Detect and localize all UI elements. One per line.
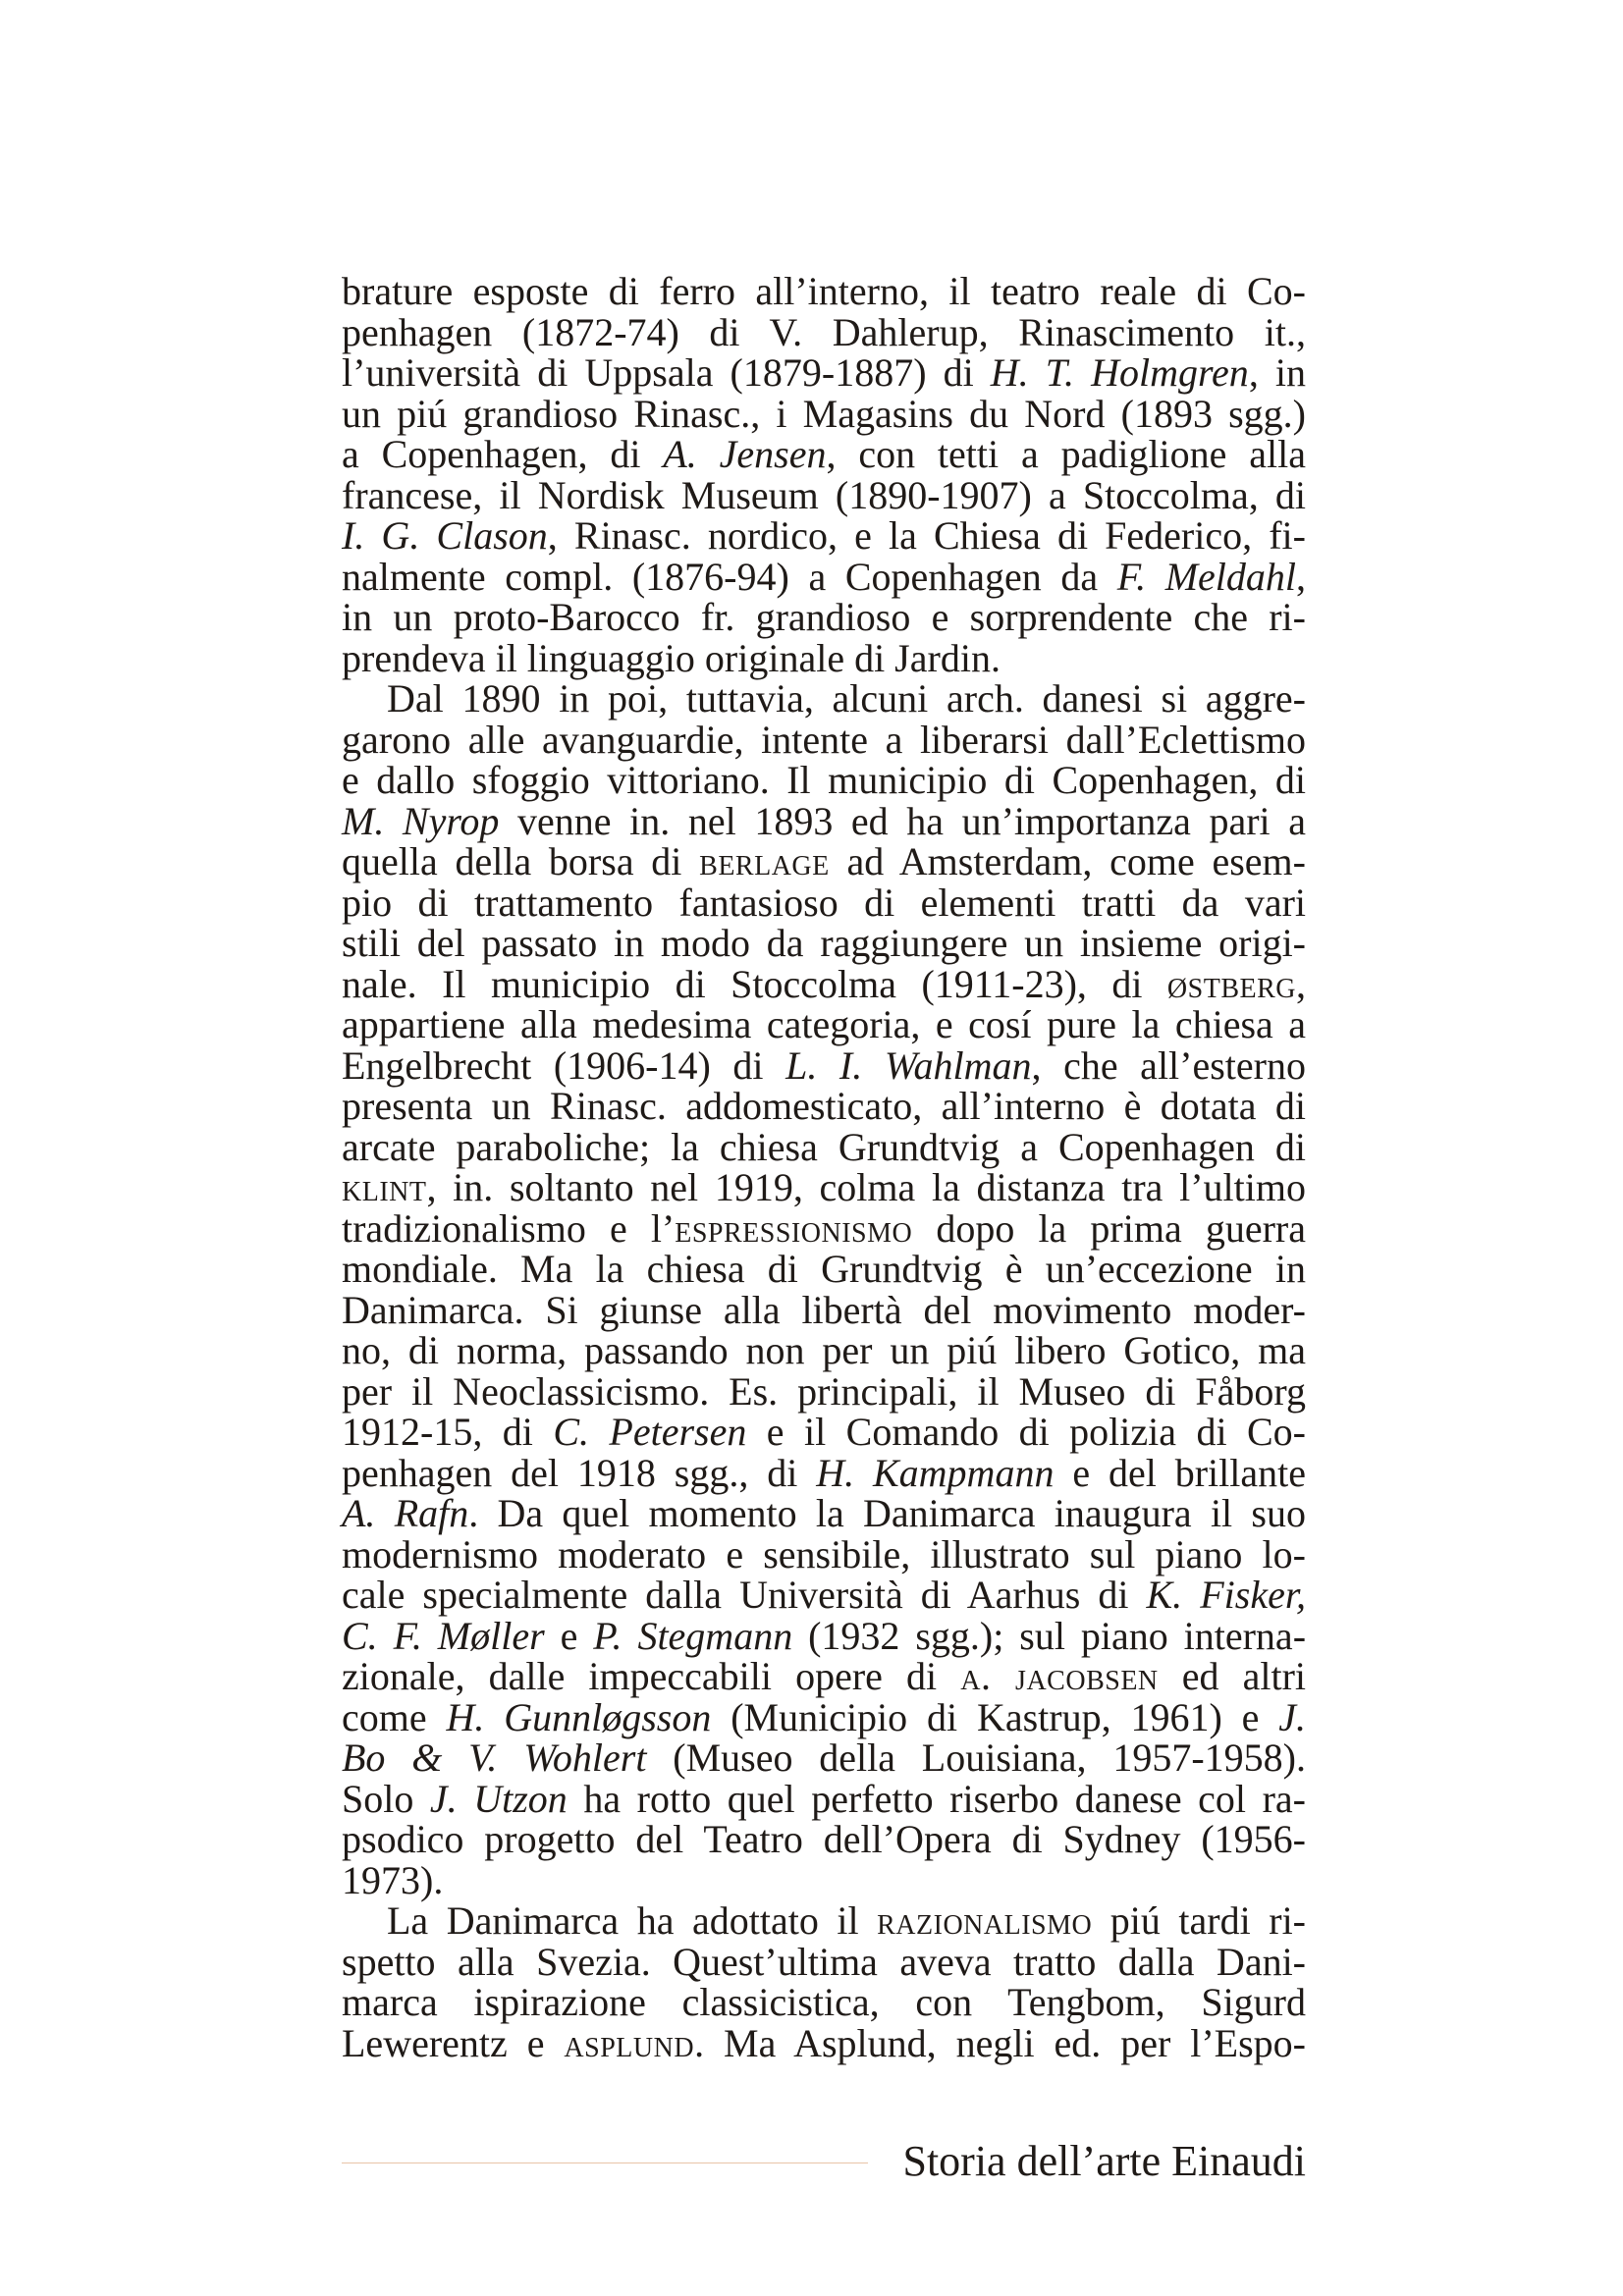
text-line <box>342 760 1306 801</box>
italic-name: K. Fisker, <box>1146 1573 1306 1617</box>
text-run: in un proto-Barocco fr. grandioso e sorprendente che ri- <box>342 595 1306 639</box>
text-run: (1932 sgg.); sul piano interna- <box>792 1613 1307 1658</box>
italic-name: I. G. Clason <box>342 513 548 558</box>
text-line <box>342 1287 1306 1332</box>
italic-name: A. Jensen <box>663 432 827 476</box>
text-run: a Copenhagen, di <box>342 432 664 476</box>
text-run: prendeva il linguaggio originale di Jardin. <box>342 635 1001 680</box>
text-run: 1973). <box>342 1857 444 1902</box>
italic-name: Bo & V. Wohlert <box>342 1735 647 1780</box>
text-line <box>342 1857 1306 1902</box>
text-run: psodico progetto del Teatro dell’Opera di Sydney (1956- <box>342 1817 1306 1861</box>
text-line <box>342 597 1306 638</box>
text-run: Solo <box>342 1776 430 1821</box>
text-run: Engelbrecht (1906-14) di <box>342 1042 786 1088</box>
text-run: , <box>1296 961 1306 1006</box>
text-run: l’università di Uppsala (1879-1887) di <box>342 350 991 395</box>
italic-name: J. Utzon <box>429 1776 568 1821</box>
text-line <box>342 1575 1306 1616</box>
small-caps-ref: klint <box>342 1165 427 1209</box>
text-run: cale specialmente dalla Università di Aarhus di <box>342 1573 1147 1617</box>
text-line <box>342 472 1306 517</box>
text-run: zionale, dalle impeccabili opere di <box>342 1654 961 1698</box>
italic-name: L. I. Wahlman <box>785 1042 1032 1088</box>
text-line <box>342 1042 1306 1088</box>
text-line <box>342 798 1306 843</box>
text-run: stili del passato in modo da raggiungere un insieme origi- <box>342 921 1306 965</box>
text-run: spetto alla Svezia. Quest’ultima aveva tratto dalla Dani- <box>342 1939 1306 1984</box>
text-run: (Museo della Louisiana, 1957-1958). <box>646 1735 1306 1780</box>
text-line <box>342 554 1307 599</box>
text-run: ad Amsterdam, come esem- <box>829 839 1306 883</box>
text-line <box>342 1776 1306 1821</box>
text-line <box>342 391 1306 436</box>
text-run: Dal 1890 in poi, tuttavia, alcuni arch. danesi si aggre- <box>387 676 1306 721</box>
text-run: per il Neoclassicismo. Es. principali, il Museo di Fåborg <box>342 1368 1306 1414</box>
text-run: , con tetti a padiglione alla <box>826 432 1307 476</box>
text-line <box>342 1086 1306 1127</box>
text-run: , che all’esterno <box>1031 1042 1306 1088</box>
text-line <box>342 2020 1306 2065</box>
text-run: arcate paraboliche; la chiesa Grundtvig a Copenhagen di <box>342 1124 1306 1169</box>
text-line <box>342 1694 1306 1739</box>
small-caps-ref: østberg <box>1166 961 1296 1006</box>
italic-name: A. Rafn <box>342 1491 469 1535</box>
small-caps-ref: razionalismo <box>877 1898 1093 1943</box>
text-line <box>342 1004 1306 1045</box>
text-line <box>342 678 1306 720</box>
text-line <box>342 1939 1306 1984</box>
text-line <box>342 1330 1306 1371</box>
text-run: ha rotto quel perfetto riserbo danese col ra- <box>567 1776 1306 1821</box>
text-line <box>342 882 1306 924</box>
text-line <box>342 434 1306 475</box>
text-run: La Danimarca ha adottato il <box>387 1898 878 1943</box>
text-run: tradizionalismo e l’ <box>342 1205 676 1251</box>
text-line <box>342 1205 1306 1251</box>
text-line <box>342 841 1306 882</box>
italic-name: F. Meldahl <box>1116 554 1297 599</box>
text-run: appartiene alla medesima categoria, e cosí pure la chiesa a <box>342 1002 1306 1046</box>
text-run: nalmente compl. (1876-94) a Copenhagen da <box>342 554 1117 599</box>
text-run: un piú grandioso Rinasc., i Magasins du Nord (1893 sgg.) <box>342 391 1306 436</box>
italic-name: C. F. Møller <box>342 1613 545 1658</box>
italic-name: H. T. Holmgren <box>990 350 1249 395</box>
text-line <box>342 635 1306 680</box>
text-run: e il Comando di polizia di Co- <box>746 1410 1307 1454</box>
text-run: venne in. nel 1893 ed ha un’importanza pari a <box>499 798 1306 843</box>
text-run: penhagen del 1918 sgg., di <box>342 1450 817 1495</box>
body-text <box>342 271 1306 2063</box>
text-line <box>342 352 1306 394</box>
text-line <box>342 1493 1306 1534</box>
text-line <box>342 515 1306 557</box>
text-run: (Municipio di Kastrup, 1961) e <box>711 1694 1279 1739</box>
text-line <box>342 1656 1306 1697</box>
small-caps-ref: berlage <box>699 839 830 883</box>
text-run: 1912-15, di <box>342 1410 554 1454</box>
text-line <box>342 1412 1306 1453</box>
text-run: . Da quel momento la Danimarca inaugura il suo <box>468 1491 1306 1535</box>
text-line <box>342 1167 1306 1208</box>
text-line <box>342 717 1306 762</box>
italic-name: P. Stegmann <box>593 1613 793 1658</box>
text-run: e del brillante <box>1054 1450 1307 1495</box>
italic-name: J. <box>1278 1694 1306 1739</box>
text-run: ed altri <box>1158 1654 1306 1698</box>
text-run: dopo la prima guerra <box>912 1205 1306 1251</box>
text-run: come <box>342 1694 447 1739</box>
text-run: modernismo moderato e sensibile, illustrato sul piano lo- <box>342 1531 1306 1576</box>
text-run: mondiale. Ma la chiesa di Grundtvig è un’eccezione in <box>342 1247 1306 1291</box>
text-run: e <box>544 1613 594 1658</box>
text-run: , in. soltanto nel 1919, colma la distanza tra l’ultimo <box>426 1165 1306 1209</box>
small-caps-ref: a. jacobsen <box>960 1654 1159 1698</box>
text-line <box>342 309 1306 354</box>
text-run: , Rinasc. nordico, e la Chiesa di Federico, fi- <box>547 513 1306 558</box>
text-line <box>342 961 1306 1006</box>
text-line <box>342 1531 1306 1576</box>
text-run: francese, il Nordisk Museum (1890-1907) a Stoccolma, di <box>342 472 1306 517</box>
text-run: marca ispirazione classicistica, con Tengbom, Sigurd <box>342 1980 1306 2024</box>
text-run: no, di norma, passando non per un piú libero Gotico, ma <box>342 1328 1306 1372</box>
text-line <box>342 1613 1307 1658</box>
text-line <box>342 1900 1306 1942</box>
text-run: piú tardi ri- <box>1092 1898 1306 1943</box>
text-run: Danimarca. Si giunse alla libertà del movimento moder- <box>342 1287 1306 1332</box>
text-run: brature esposte di ferro all’interno, il teatro reale di Co- <box>342 269 1306 313</box>
text-line <box>342 1982 1306 2023</box>
footer-title: Storia dell’arte Einaudi <box>902 2137 1306 2185</box>
text-run: garono alle avanguardie, intente a liberarsi dall’Eclettismo <box>342 717 1306 762</box>
italic-name: C. Petersen <box>553 1410 747 1454</box>
text-run: e dallo sfoggio vittoriano. Il municipio di Copenhagen, di <box>342 758 1306 802</box>
text-run: , in <box>1248 350 1306 395</box>
text-run: Lewerentz e <box>342 2020 565 2065</box>
text-line <box>342 1124 1306 1169</box>
text-line <box>342 271 1306 312</box>
text-run: quella della borsa di <box>342 839 700 883</box>
text-run: , <box>1296 554 1307 599</box>
text-run: penhagen (1872-74) di V. Dahlerup, Rinascimento it., <box>342 309 1306 354</box>
text-line <box>342 1450 1307 1495</box>
italic-name: H. Gunnløgsson <box>446 1694 712 1739</box>
small-caps-ref: espressionismo <box>675 1205 913 1251</box>
text-line <box>342 923 1306 964</box>
text-run: pio di trattamento fantasioso di elementi tratti da vari <box>342 880 1306 925</box>
text-run: nale. Il municipio di Stoccolma (1911-23), di <box>342 961 1167 1006</box>
italic-name: M. Nyrop <box>342 798 500 843</box>
text-line <box>342 1368 1306 1414</box>
text-run: . Ma Asplund, negli ed. per l’Espo- <box>694 2020 1306 2065</box>
small-caps-ref: asplund <box>564 2020 695 2065</box>
italic-name: H. Kampmann <box>816 1450 1055 1495</box>
text-run: presenta un Rinasc. addomesticato, all’interno è dotata di <box>342 1084 1306 1128</box>
text-line <box>342 1819 1306 1860</box>
text-line <box>342 1737 1306 1779</box>
text-line <box>342 1249 1306 1290</box>
